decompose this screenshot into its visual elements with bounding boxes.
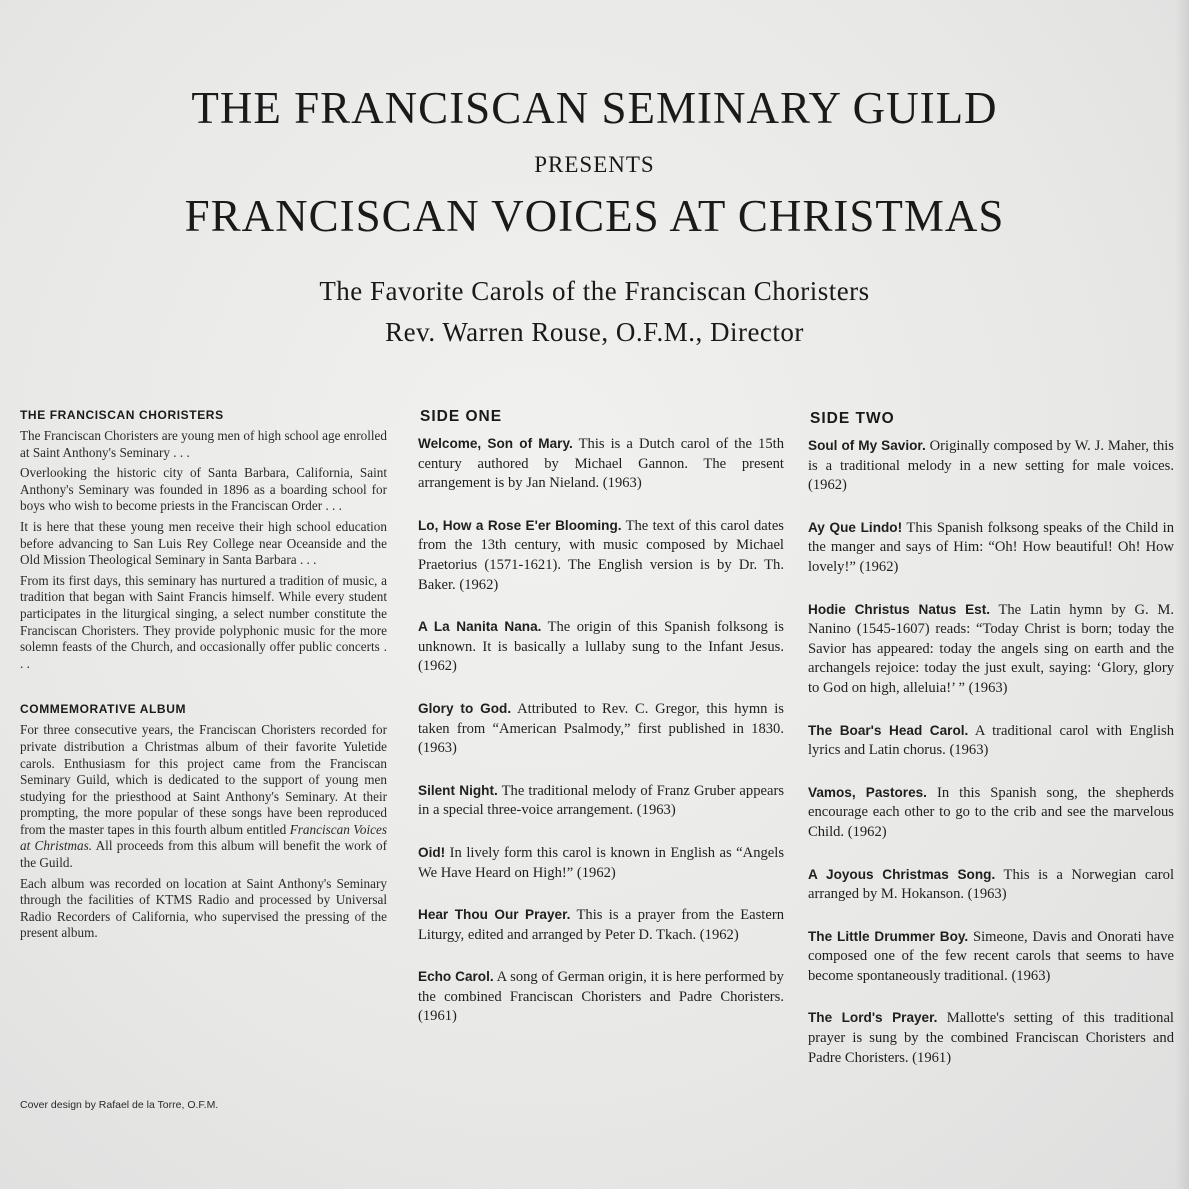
track-entry bbox=[418, 434, 784, 494]
director-line: Rev. Warren Rouse, O.F.M., Director bbox=[385, 317, 804, 347]
track-description: This is a Norwegian carol arranged by M. Hokanson. (1963) bbox=[808, 866, 1174, 903]
track-entry bbox=[418, 699, 784, 759]
track-description: Simeone, Davis and Onorati have composed one of the few recent carols that seems to have become spontaneously traditional. (1963) bbox=[808, 928, 1174, 984]
track-description: Originally composed by W. J. Maher, this is a traditional melody in a new setting for male voices. (1962) bbox=[808, 438, 1174, 494]
left-column bbox=[20, 408, 387, 946]
side-two-heading: SIDE TWO bbox=[810, 410, 895, 427]
track-entry bbox=[808, 783, 1174, 843]
track-description: This is a Dutch carol of the 15th century authored by Michael Gannon. The present arrangement is by Jan Nieland. (1963) bbox=[418, 436, 785, 492]
track-entry bbox=[808, 721, 1174, 761]
track-entry bbox=[808, 865, 1174, 905]
track-title: The Lord's Prayer. bbox=[808, 1010, 938, 1026]
sleeve-edge-shadow bbox=[1175, 0, 1189, 1189]
track-title: Hodie Christus Natus Est. bbox=[808, 601, 991, 617]
track-description: In this Spanish song, the shepherds encourage each other to go to the crib and see the marvelous Child. (1962) bbox=[808, 784, 1174, 840]
track-title: Vamos, Pastores. bbox=[808, 784, 927, 800]
side-two-column bbox=[808, 410, 1174, 1090]
album-subtitle: The Favorite Carols of the Franciscan Choristers bbox=[319, 276, 870, 306]
commemorative-paragraph: Each album was recorded on location at Saint Anthony's Seminary through the facilities of KTMS Radio and processed by Universal Radio Recorders of California, who supervised the pressing of the present album. bbox=[20, 875, 387, 941]
track-entry bbox=[418, 617, 784, 677]
track-entry bbox=[418, 967, 784, 1027]
track-description: A traditional carol with English lyrics and Latin chorus. (1963) bbox=[808, 722, 1174, 759]
track-description: The Latin hymn by G. M. Nanino (1545-1607) reads: “Today Christ is born; today the Savior has appeared: today the angels sing on earth and the archangels rejoice: today the just exult, saying: ‘Glory, glory to God on high, alleluia!’ ” (1963) bbox=[808, 601, 1174, 696]
side-one-column bbox=[418, 408, 784, 1049]
track-entry bbox=[808, 600, 1174, 699]
track-title: A La Nanita Nana. bbox=[418, 619, 542, 635]
commemorative-heading: COMMEMORATIVE ALBUM bbox=[20, 702, 187, 717]
track-title: Lo, How a Rose E'er Blooming. bbox=[418, 517, 622, 533]
choristers-paragraph: Overlooking the historic city of Santa Barbara, California, Saint Anthony's Seminary was founded in 1896 as a boarding school for boys who wish to become priests in the Franciscan Order . . . bbox=[20, 465, 387, 514]
track-title: Hear Thou Our Prayer. bbox=[418, 907, 571, 923]
track-description: The text of this carol dates from the 13th century, with music composed by Michael Praetorius (1571-1621). The English version is by Dr. Th. Baker. (1962) bbox=[418, 517, 784, 593]
track-title: Welcome, Son of Mary. bbox=[418, 436, 573, 451]
track-title: Soul of My Savior. bbox=[808, 438, 926, 453]
track-entry bbox=[808, 436, 1174, 496]
track-description: In lively form this carol is known in English as “Angels We Have Heard on High!” (1962) bbox=[418, 844, 784, 881]
track-description: The origin of this Spanish folksong is unknown. It is basically a lullaby sung to the Infant Jesus. (1962) bbox=[418, 619, 784, 675]
track-entry bbox=[808, 1008, 1174, 1068]
track-title: Silent Night. bbox=[418, 782, 498, 798]
side-one-heading: SIDE ONE bbox=[420, 408, 503, 425]
presents-label: PRESENTS bbox=[534, 152, 655, 177]
choristers-paragraph: It is here that these young men receive their high school education before advancing to San Luis Rey College near Oceanside and the Old Mission Theological Seminary in Santa Barbara . . . bbox=[20, 518, 387, 568]
commemorative-paragraph bbox=[20, 722, 387, 871]
track-title: Glory to God. bbox=[418, 700, 512, 716]
choristers-paragraph: The Franciscan Choristers are young men of high school age enrolled at Saint Anthony's Seminary . . . bbox=[20, 428, 387, 460]
choristers-heading: THE FRANCISCAN CHORISTERS bbox=[20, 408, 224, 422]
guild-title: THE FRANCISCAN SEMINARY GUILD bbox=[191, 83, 998, 133]
track-description: The traditional melody of Franz Gruber appears in a special three-voice arrangement. (1963) bbox=[418, 782, 785, 819]
track-description: Mallotte's setting of this traditional prayer is sung by the combined Franciscan Choristers and Padre Choristers. (1961) bbox=[808, 1010, 1174, 1066]
track-entry bbox=[808, 518, 1174, 578]
cover-design-credit: Cover design by Rafael de la Torre, O.F.M. bbox=[20, 1099, 219, 1111]
commemorative-text: For three consecutive years, the Franciscan Choristers recorded for private distribution a Christmas album of their favorite Yuletide carols. Enthusiasm for this project came from the Franciscan Seminary Guild, which is dedicated to the support of young men studying for the priesthood at Saint Anthony's Seminary. At their prompting, the more popular of these songs have been reproduced from the master tapes in this fourth album entitled bbox=[20, 722, 387, 837]
track-entry bbox=[418, 516, 784, 595]
track-title: The Boar's Head Carol. bbox=[808, 722, 969, 738]
commemorative-text: All proceeds from this album will benefit the work of the Guild. bbox=[20, 838, 387, 871]
track-entry bbox=[418, 781, 784, 821]
track-entry bbox=[418, 905, 784, 945]
track-description: Attributed to Rev. C. Gregor, this hymn is taken from “American Psalmody,” first published in 1830. (1963) bbox=[418, 700, 784, 757]
track-title: A Joyous Christmas Song. bbox=[808, 866, 996, 882]
track-title: Ay Que Lindo! bbox=[808, 519, 903, 535]
album-name-italic: Franciscan Voices at Christmas. bbox=[20, 821, 387, 854]
track-title: Oid! bbox=[418, 844, 446, 860]
track-description: A song of German origin, it is here performed by the combined Franciscan Choristers and Padre Choristers. (1961) bbox=[418, 969, 784, 1025]
choristers-paragraph: From its first days, this seminary has nurtured a tradition of music, a tradition that began with Saint Francis himself. While every student participates in the liturgical singing, a select number constitute the Franciscan Choristers. They provide polyphonic music for the more solemn feasts of the Church, and occasionally offer public concerts . . . bbox=[20, 572, 387, 671]
track-description: This Spanish folksong speaks of the Child in the manger and says of Him: “Oh! How beautiful! Oh! How lovely!” (1962) bbox=[808, 519, 1174, 575]
album-title: FRANCISCAN VOICES AT CHRISTMAS bbox=[184, 191, 1005, 241]
track-title: The Little Drummer Boy. bbox=[808, 928, 969, 944]
track-title: Echo Carol. bbox=[418, 969, 494, 985]
track-entry bbox=[418, 843, 784, 883]
track-entry bbox=[808, 927, 1174, 987]
track-description: This is a prayer from the Eastern Liturgy, edited and arranged by Peter D. Tkach. (1962) bbox=[418, 907, 784, 943]
